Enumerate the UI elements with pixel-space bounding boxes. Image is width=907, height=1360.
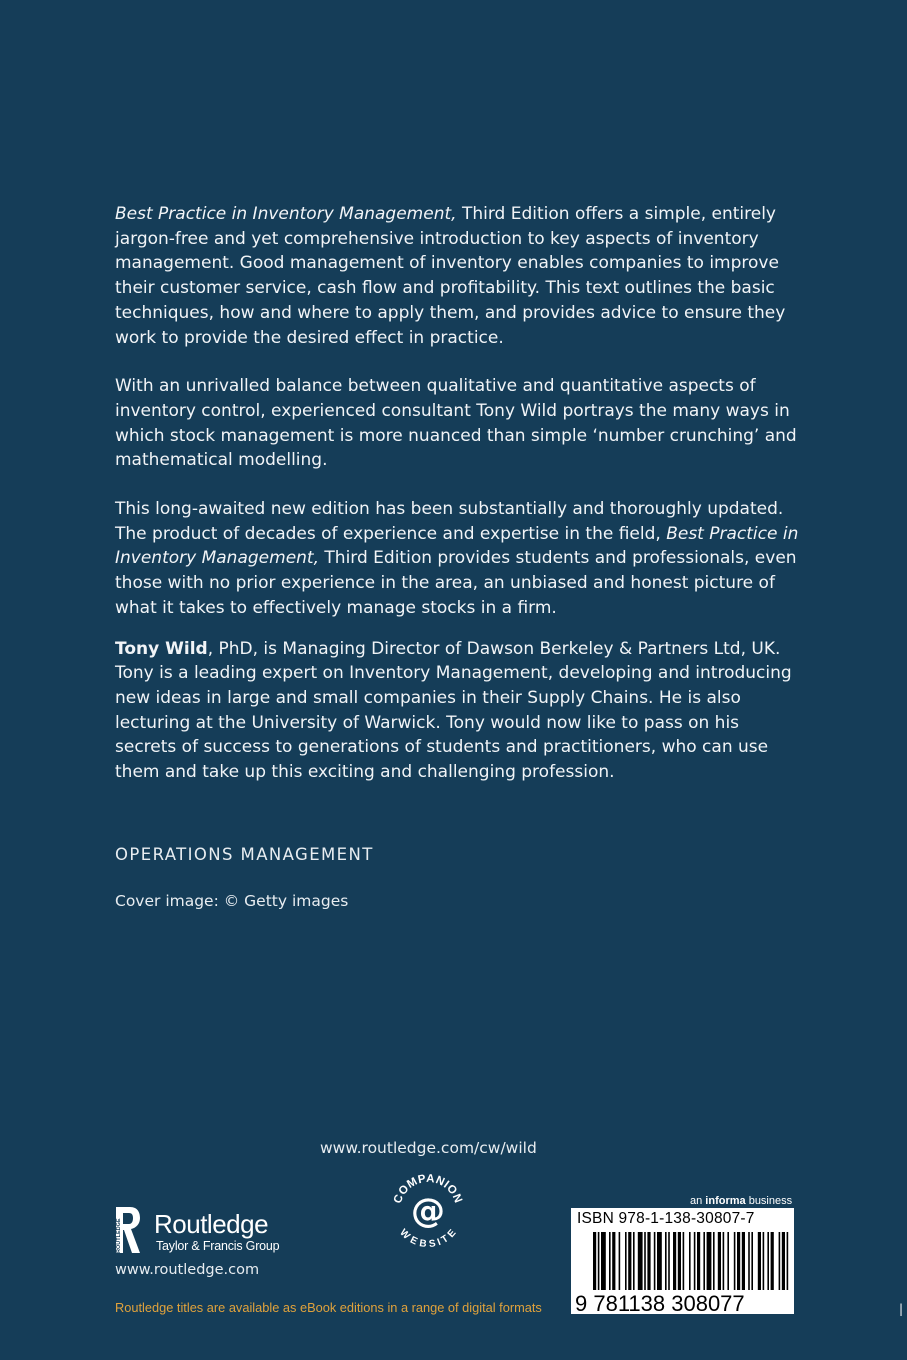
subject-category: OPERATIONS MANAGEMENT	[115, 845, 374, 864]
barcode-bar	[742, 1232, 745, 1290]
barcode-bar	[678, 1232, 681, 1290]
barcode-bar	[787, 1232, 789, 1290]
barcode-bar	[751, 1232, 753, 1290]
blurb-paragraph-1: Best Practice in Inventory Management, Third Edition offers a simple, entirely jargon-free and yet comprehensive introduction to key aspects of inventory management. Good management of inventory enables companies to improve their customer service, cash flow and profitability. This text outlines the basic techniques, how and where to apply them, and provides advice to ensure they work to provide the desired effect in practice.	[115, 204, 786, 348]
routledge-logo	[114, 1205, 304, 1260]
logo-vertical-text: ROUTLEDGE	[116, 1218, 122, 1253]
barcode-bar	[619, 1232, 621, 1290]
badge-top-text: COMPANION	[391, 1172, 465, 1206]
barcode-bar	[771, 1232, 774, 1290]
barcode-bar	[633, 1232, 635, 1290]
barcode-bar	[644, 1232, 646, 1290]
barcode-bar	[683, 1232, 685, 1290]
barcode-bar	[628, 1232, 631, 1290]
book-title-italic: Best Practice in Inventory Management,	[115, 523, 799, 569]
barcode-bar	[668, 1232, 670, 1290]
edge-mark: |	[899, 1302, 904, 1316]
barcode-bar	[723, 1232, 725, 1290]
barcode-bar	[713, 1232, 715, 1290]
barcode-bar	[737, 1232, 740, 1290]
publisher-url[interactable]: www.routledge.com	[115, 1262, 260, 1278]
barcode-bar	[657, 1232, 662, 1290]
badge-bottom-text: WEBSITE	[397, 1227, 459, 1250]
companion-website-url[interactable]: www.routledge.com/cw/wild	[320, 1139, 537, 1157]
barcode-bar	[625, 1232, 627, 1290]
companion-website-icon	[388, 1170, 468, 1250]
blurb-paragraph-3: This long-awaited new edition has been substantially and thoroughly updated. The product of decades of experience and expertise in the field, Best Practice in Inventory Management, Third Edition provides students and professionals, even those with no prior experience in the area, an unbiased and honest picture of what it takes to effectively manage stocks in a firm.	[115, 499, 799, 618]
ebook-note: Routledge titles are available as eBook editions in a range of digital formats	[115, 1300, 542, 1315]
barcode-bar	[727, 1232, 729, 1290]
barcode-bar	[694, 1232, 696, 1290]
book-title-italic: Best Practice in Inventory Management,	[115, 204, 457, 224]
informa-business-tag: an informa business	[690, 1195, 793, 1207]
author-bio: Tony Wild, PhD, is Managing Director of Dawson Berkeley & Partners Ltd, UK. Tony is a leading expert on Inventory Management, developing and introducing new ideas in large and small companies in their Supply Chains. He is also lecturing at the University of Warwick. Tony would now like to pass on his secrets of success to generations of students and practitioners, who can use them and take up this exciting and challenging profession.	[115, 638, 792, 783]
barcode-bar	[689, 1232, 691, 1290]
barcode-bar	[673, 1232, 676, 1290]
barcode-bar	[707, 1232, 712, 1290]
barcode-bar	[593, 1232, 596, 1290]
cover-image-credit: Cover image: © Getty images	[115, 892, 349, 910]
barcode-bar	[718, 1232, 721, 1290]
barcode-bar	[609, 1232, 611, 1290]
barcode-bar	[647, 1232, 650, 1290]
isbn-barcode	[571, 1208, 794, 1314]
barcode-bar	[748, 1232, 750, 1290]
isbn-label: ISBN 978-1-138-30807-7	[577, 1210, 755, 1227]
barcode-bar	[697, 1232, 700, 1290]
barcode-bar	[782, 1232, 785, 1290]
barcode-bar	[654, 1232, 656, 1290]
publisher-group: Taylor & Francis Group	[156, 1239, 280, 1253]
blurb-paragraph-2: With an unrivalled balance between qualitative and quantitative aspects of inventory control, experienced consultant Tony Wild portrays the many ways in which stock management is more nuanced than simple ‘number crunching’ and mathematical modelling.	[115, 376, 797, 471]
at-symbol: @	[411, 1191, 445, 1231]
barcode-bar	[734, 1232, 736, 1290]
barcode-bar	[703, 1232, 705, 1290]
barcode-bar	[767, 1232, 769, 1290]
barcode-bar	[612, 1232, 615, 1290]
barcode-bar	[638, 1232, 643, 1290]
barcode-bar	[758, 1232, 761, 1290]
barcode-digits: 9 781138 308077	[575, 1291, 745, 1316]
author-name: Tony Wild	[115, 638, 208, 659]
publisher-name: Routledge	[154, 1209, 269, 1239]
barcode-bar	[665, 1232, 667, 1290]
barcode-bar	[601, 1232, 606, 1290]
barcode-bar	[598, 1232, 600, 1290]
barcode-bar	[779, 1232, 781, 1290]
back-cover-blurb	[115, 202, 805, 809]
routledge-logo-icon	[114, 1205, 142, 1257]
barcode-bar	[763, 1232, 765, 1290]
